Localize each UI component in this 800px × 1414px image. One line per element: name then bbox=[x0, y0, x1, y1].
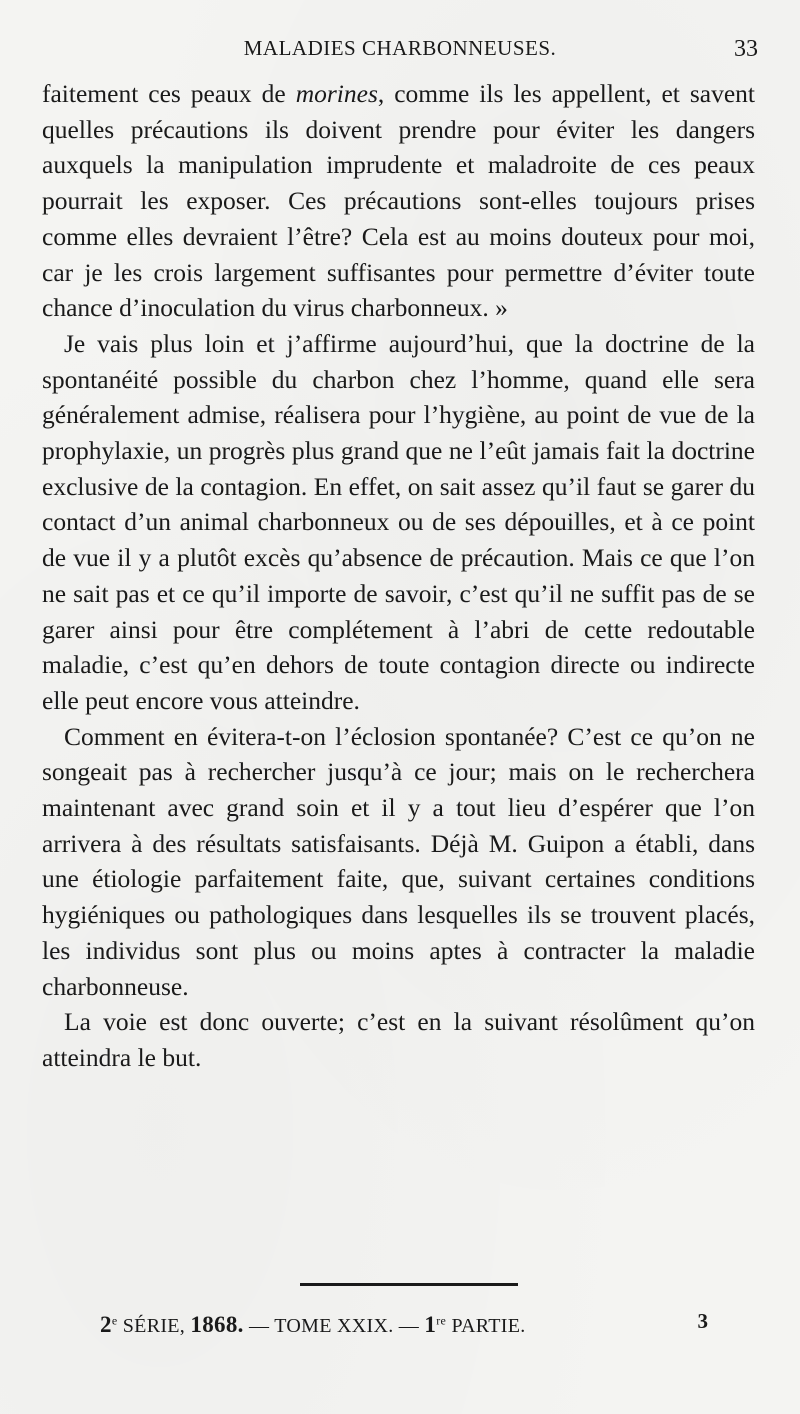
paragraph-text: Je vais plus loin et j’affirme aujourd’hui, que la doctrine de la spontanéité possible du charbon chez l’homme, quand elle sera généralement admise, réalisera pour l’hygiène, au point de vue de la prophylaxie, un progrès plus grand que ne l’eût jamais fait la doctrine exclusive de la contagion. En effet, on sait assez qu’il faut se garer du contact d’un animal charbonneux ou de ses dépouilles, et à ce point de vue il y a plutôt excès qu’absence de précaution. Mais ce que l’on ne sait pas et ce qu’il importe de savoir, c’est qu’il ne suffit pas de se garer ainsi pour être complétement à l’abri de cette redoutable maladie, c’est qu’en dehors de toute contagion directe ou indirecte elle peut encore vous atteindre. bbox=[42, 328, 755, 715]
paragraph-text: , comme ils les appellent, et savent quelles précautions ils doivent prendre pour éviter les dangers auxquels la manipulation imprudente et maladroite de ces peaux pourrait les exposer. Ces précautions sont-elles toujours prises comme elles devraient l’être? Cela est au moins douteux pour moi, car je les crois largement suffisantes pour permettre d’éviter toute chance d’inoculation du virus charbonneux. » bbox=[42, 79, 755, 323]
italic-text: morines bbox=[295, 79, 378, 108]
page-number: 33 bbox=[734, 36, 758, 62]
signature-number: 3 bbox=[697, 1309, 708, 1333]
paragraph-4 bbox=[42, 1004, 755, 1075]
footer-rule bbox=[300, 1283, 518, 1286]
series-label: SÉRIE, bbox=[117, 1315, 191, 1337]
part-number: 1 bbox=[424, 1312, 437, 1337]
body-text bbox=[42, 76, 755, 1076]
running-title: MALADIES CHARBONNEUSES. bbox=[243, 36, 557, 60]
part-suffix: re bbox=[436, 1313, 447, 1328]
paragraph-2 bbox=[42, 326, 755, 719]
running-head bbox=[42, 36, 758, 66]
paragraph-1 bbox=[42, 76, 755, 326]
footer-signature bbox=[100, 1312, 526, 1338]
paragraph-3 bbox=[42, 719, 755, 1005]
paragraph-text: faitement ces peaux de bbox=[42, 79, 296, 108]
series-suffix: e bbox=[111, 1313, 118, 1328]
footer-year: 1868. bbox=[190, 1312, 244, 1337]
tome-label: — TOME XXIX. — bbox=[243, 1315, 425, 1337]
paragraph-text: Comment en évitera-t-on l’éclosion spontanée? C’est ce qu’on ne songeait pas à rechercher jusqu’à ce jour; mais on le recherchera maintenant avec grand soin et il y a tout lieu d’espérer que l’on arrivera à des résultats satisfaisants. Déjà M. Guipon a établi, dans une étiologie parfaitement faite, que, suivant certaines conditions hygiéniques ou pathologiques dans lesquelles ils se trouvent placés, les individus sont plus ou moins aptes à contracter la maladie charbonneuse. bbox=[42, 721, 755, 1001]
series-number: 2 bbox=[100, 1312, 112, 1337]
paragraph-text: La voie est donc ouverte; c’est en la suivant résolûment qu’on atteindra le but. bbox=[42, 1007, 755, 1072]
part-label: PARTIE. bbox=[446, 1315, 526, 1337]
